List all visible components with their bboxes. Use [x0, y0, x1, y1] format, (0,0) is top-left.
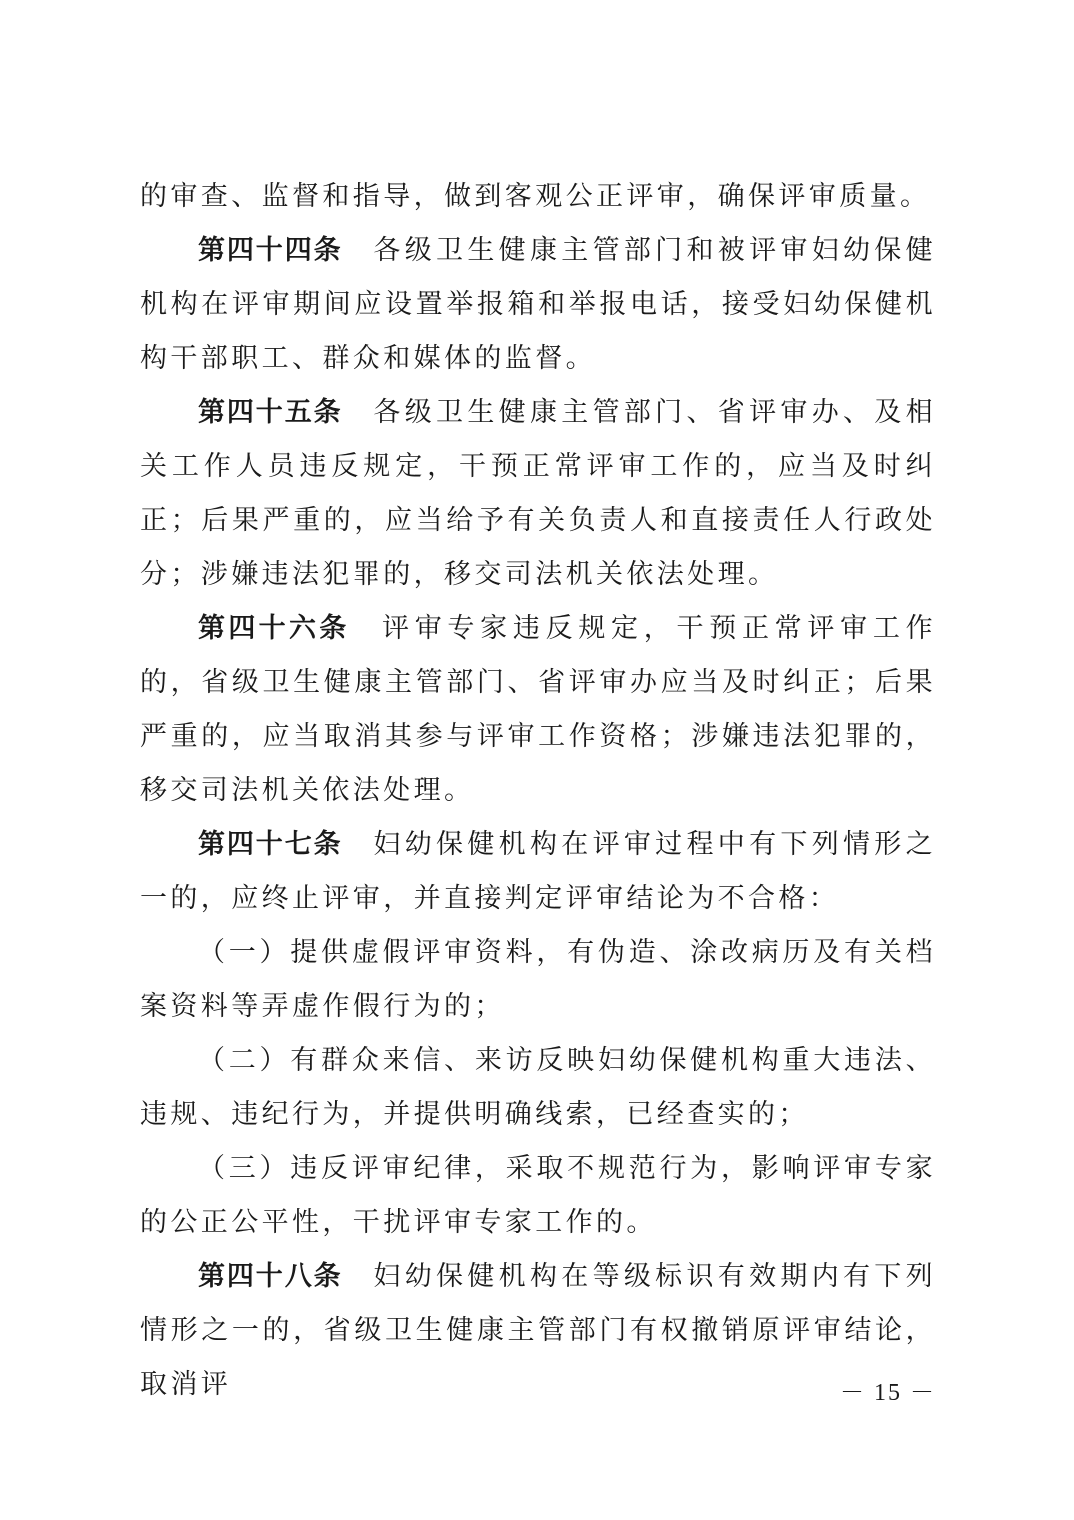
article-text: 各级卫生健康主管部门和被评审妇幼保健机构在评审期间应设置举报箱和举报电话，接受妇幼保健机构干部职工、群众和媒体的监督。 — [140, 235, 937, 374]
article-number: 第四十六条 — [198, 613, 350, 644]
article-text: 妇幼保健机构在评审过程中有下列情形之一的，应终止评审，并直接判定评审结论为不合格： — [140, 829, 937, 914]
article-44 — [140, 224, 936, 386]
article-45 — [140, 386, 936, 602]
list-item-1: （一）提供虚假评审资料，有伪造、涂改病历及有关档案资料等弄虚作假行为的； — [140, 937, 936, 1022]
article-text: 各级卫生健康主管部门、省评审办、及相关工作人员违反规定，干预正常评审工作的，应当及时纠正；后果严重的，应当给予有关负责人和直接责任人行政处分；涉嫌违法犯罪的，移交司法机关依法处理。 — [140, 397, 937, 590]
article-47 — [140, 818, 936, 926]
document-body — [140, 170, 936, 1412]
article-number: 第四十四条 — [198, 235, 343, 266]
list-item-3: （三）违反评审纪律，采取不规范行为，影响评审专家的公正公平性，干扰评审专家工作的。 — [140, 1153, 936, 1238]
article-text: 评审专家违反规定，干预正常评审工作的，省级卫生健康主管部门、省评审办应当及时纠正；后果严重的，应当取消其参与评审工作资格；涉嫌违法犯罪的，移交司法机关依法处理。 — [140, 613, 936, 806]
article-46 — [140, 602, 936, 818]
article-48 — [140, 1250, 936, 1412]
article-number: 第四十七条 — [198, 829, 343, 860]
page-number: － 15 － — [840, 1380, 936, 1406]
article-number: 第四十五条 — [198, 397, 343, 428]
continuation-paragraph: 的审查、监督和指导，做到客观公正评审，确保评审质量。 — [140, 181, 931, 212]
article-text: 妇幼保健机构在等级标识有效期内有下列情形之一的，省级卫生健康主管部门有权撤销原评审结论，取消评 — [140, 1261, 937, 1400]
article-number: 第四十八条 — [198, 1261, 343, 1292]
list-item-2: （二）有群众来信、来访反映妇幼保健机构重大违法、违规、违纪行为，并提供明确线索，已经查实的； — [140, 1045, 936, 1130]
